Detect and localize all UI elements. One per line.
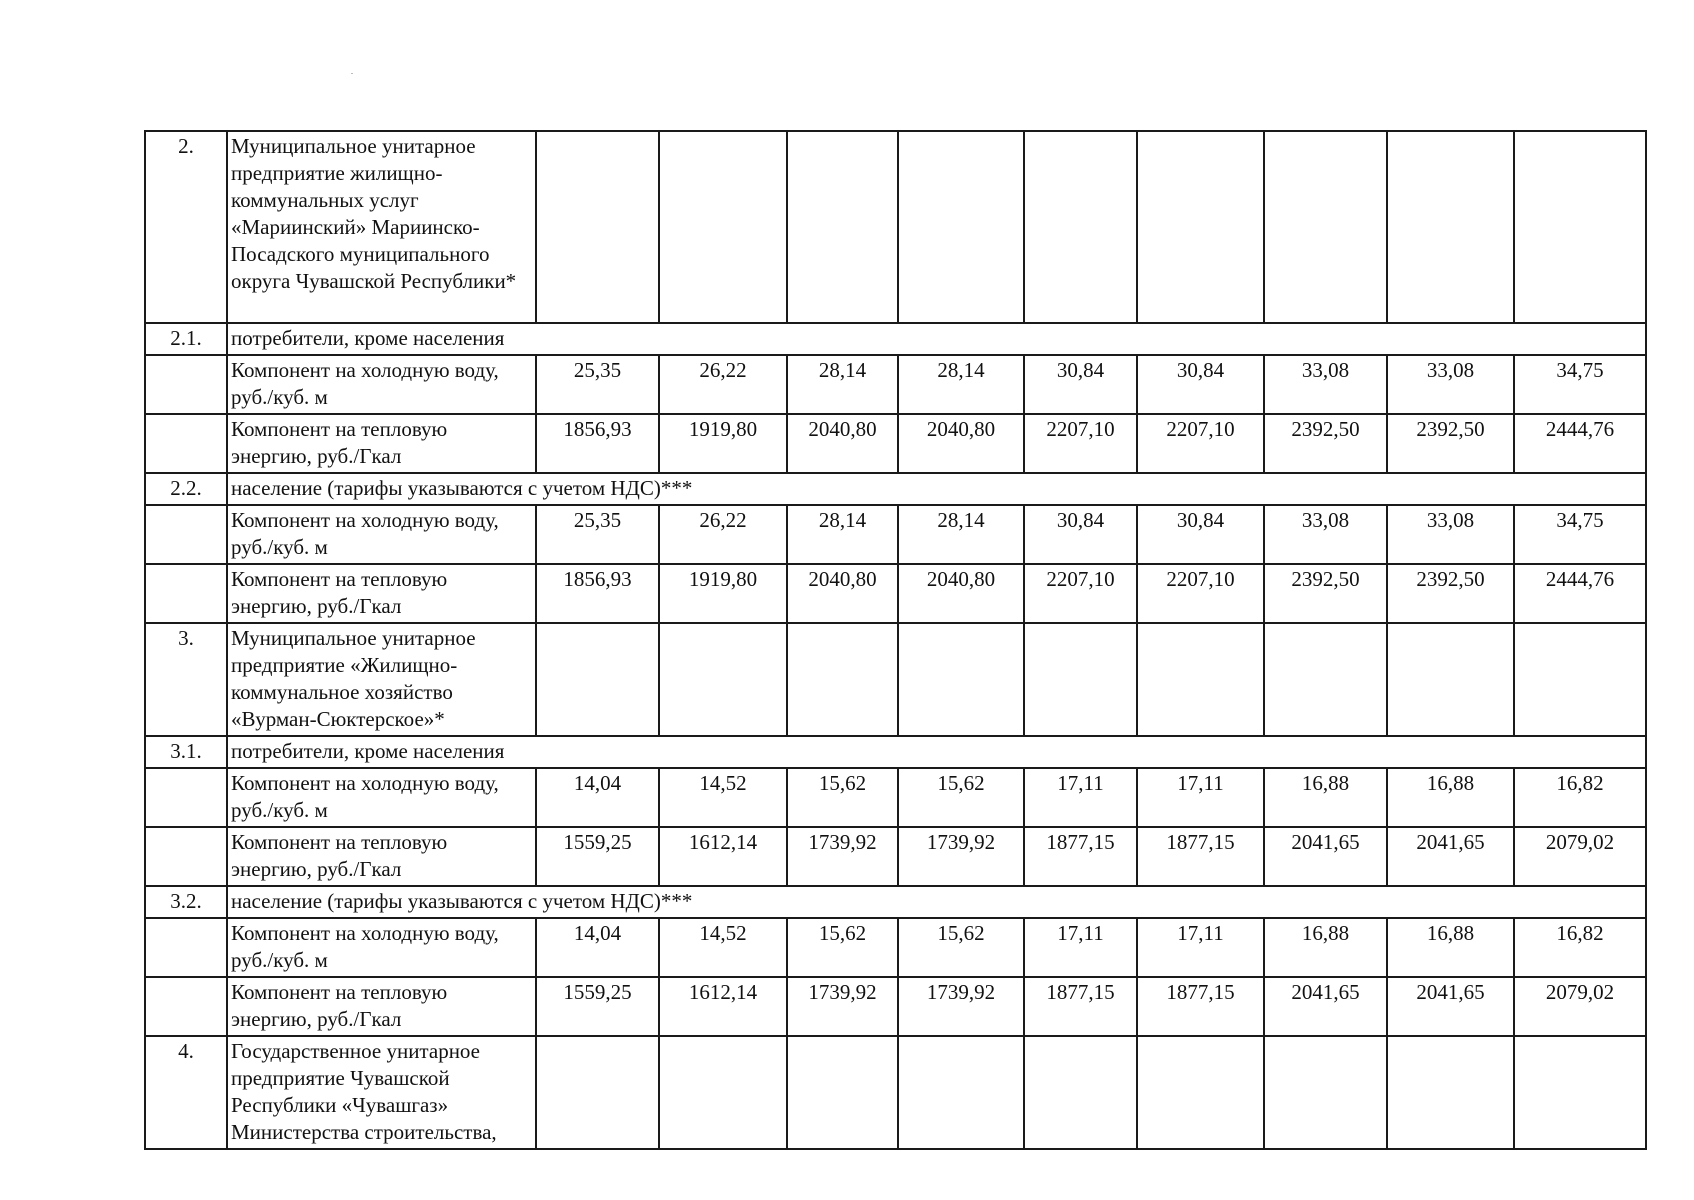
value-cell: 1612,14 bbox=[659, 827, 787, 886]
value-cell: 2040,80 bbox=[898, 564, 1024, 623]
value-cell bbox=[1024, 131, 1137, 323]
value-cell: 14,04 bbox=[536, 918, 659, 977]
value-cell bbox=[1264, 623, 1387, 736]
value-cell: 2079,02 bbox=[1514, 977, 1646, 1036]
row-number bbox=[145, 414, 227, 473]
item-label: Компонент на холодную воду, руб./куб. м bbox=[227, 505, 536, 564]
organization-name: Муниципальное унитарное предприятие жилищно-коммунальных услуг «Мариинский» Мариинско-Посадского муниципального округа Чувашской Республики* bbox=[227, 131, 536, 323]
value-cell: 26,22 bbox=[659, 355, 787, 414]
value-cell: 33,08 bbox=[1264, 355, 1387, 414]
value-cell bbox=[787, 623, 898, 736]
value-cell: 1919,80 bbox=[659, 414, 787, 473]
scan-speck bbox=[351, 73, 353, 74]
value-cell: 14,52 bbox=[659, 918, 787, 977]
row-number: 3. bbox=[145, 623, 227, 736]
table-row-item bbox=[145, 414, 1646, 473]
value-cell: 30,84 bbox=[1137, 355, 1264, 414]
value-cell: 34,75 bbox=[1514, 355, 1646, 414]
value-cell: 1856,93 bbox=[536, 414, 659, 473]
section-title: население (тарифы указываются с учетом НДС)*** bbox=[227, 473, 1646, 505]
value-cell: 1877,15 bbox=[1137, 827, 1264, 886]
value-cell bbox=[659, 1036, 787, 1149]
value-cell bbox=[1137, 1036, 1264, 1149]
item-label: Компонент на холодную воду, руб./куб. м bbox=[227, 918, 536, 977]
value-cell: 14,04 bbox=[536, 768, 659, 827]
value-cell bbox=[1514, 623, 1646, 736]
item-label: Компонент на холодную воду, руб./куб. м bbox=[227, 768, 536, 827]
value-cell: 25,35 bbox=[536, 505, 659, 564]
value-cell bbox=[1387, 131, 1514, 323]
value-cell bbox=[659, 131, 787, 323]
value-cell: 1739,92 bbox=[787, 977, 898, 1036]
value-cell: 15,62 bbox=[898, 768, 1024, 827]
value-cell: 17,11 bbox=[1137, 768, 1264, 827]
row-number bbox=[145, 505, 227, 564]
item-label: Компонент на тепловую энергию, руб./Гкал bbox=[227, 564, 536, 623]
table-row-org bbox=[145, 1036, 1646, 1149]
value-cell: 16,82 bbox=[1514, 768, 1646, 827]
row-number bbox=[145, 564, 227, 623]
table-row-org bbox=[145, 131, 1646, 323]
table-row-section bbox=[145, 886, 1646, 918]
organization-name: Муниципальное унитарное предприятие «Жилищно-коммунальное хозяйство «Вурман-Сюктерское»* bbox=[227, 623, 536, 736]
value-cell: 2079,02 bbox=[1514, 827, 1646, 886]
organization-name: Государственное унитарное предприятие Чувашской Республики «Чувашгаз» Министерства строительства, bbox=[227, 1036, 536, 1149]
value-cell bbox=[1264, 131, 1387, 323]
value-cell: 30,84 bbox=[1137, 505, 1264, 564]
value-cell: 28,14 bbox=[898, 505, 1024, 564]
value-cell bbox=[898, 131, 1024, 323]
value-cell: 15,62 bbox=[898, 918, 1024, 977]
table-row-section bbox=[145, 473, 1646, 505]
row-number bbox=[145, 918, 227, 977]
value-cell: 1877,15 bbox=[1024, 827, 1137, 886]
row-number: 3.1. bbox=[145, 736, 227, 768]
value-cell: 1739,92 bbox=[898, 977, 1024, 1036]
value-cell: 2040,80 bbox=[787, 414, 898, 473]
row-number bbox=[145, 827, 227, 886]
value-cell bbox=[536, 1036, 659, 1149]
value-cell: 2207,10 bbox=[1137, 564, 1264, 623]
value-cell: 14,52 bbox=[659, 768, 787, 827]
value-cell: 28,14 bbox=[787, 355, 898, 414]
value-cell bbox=[536, 623, 659, 736]
item-label: Компонент на тепловую энергию, руб./Гкал bbox=[227, 977, 536, 1036]
item-label: Компонент на тепловую энергию, руб./Гкал bbox=[227, 827, 536, 886]
section-title: потребители, кроме населения bbox=[227, 323, 1646, 355]
value-cell: 2392,50 bbox=[1387, 414, 1514, 473]
value-cell: 16,88 bbox=[1264, 918, 1387, 977]
value-cell: 1559,25 bbox=[536, 827, 659, 886]
value-cell: 25,35 bbox=[536, 355, 659, 414]
row-number: 3.2. bbox=[145, 886, 227, 918]
value-cell: 2444,76 bbox=[1514, 564, 1646, 623]
value-cell bbox=[1514, 131, 1646, 323]
item-label: Компонент на тепловую энергию, руб./Гкал bbox=[227, 414, 536, 473]
value-cell bbox=[659, 623, 787, 736]
value-cell: 1877,15 bbox=[1137, 977, 1264, 1036]
value-cell bbox=[787, 131, 898, 323]
value-cell bbox=[1024, 1036, 1137, 1149]
value-cell: 2041,65 bbox=[1387, 827, 1514, 886]
value-cell bbox=[1137, 131, 1264, 323]
row-number: 4. bbox=[145, 1036, 227, 1149]
row-number bbox=[145, 977, 227, 1036]
value-cell: 30,84 bbox=[1024, 355, 1137, 414]
section-title: потребители, кроме населения bbox=[227, 736, 1646, 768]
value-cell bbox=[898, 1036, 1024, 1149]
value-cell: 28,14 bbox=[787, 505, 898, 564]
value-cell: 34,75 bbox=[1514, 505, 1646, 564]
value-cell: 16,88 bbox=[1387, 918, 1514, 977]
value-cell: 1856,93 bbox=[536, 564, 659, 623]
value-cell: 2041,65 bbox=[1387, 977, 1514, 1036]
value-cell: 28,14 bbox=[898, 355, 1024, 414]
value-cell bbox=[787, 1036, 898, 1149]
value-cell: 26,22 bbox=[659, 505, 787, 564]
table-row-item bbox=[145, 355, 1646, 414]
value-cell bbox=[536, 131, 659, 323]
value-cell: 1739,92 bbox=[898, 827, 1024, 886]
value-cell: 1612,14 bbox=[659, 977, 787, 1036]
row-number: 2.2. bbox=[145, 473, 227, 505]
value-cell bbox=[898, 623, 1024, 736]
table-row-org bbox=[145, 623, 1646, 736]
value-cell: 1739,92 bbox=[787, 827, 898, 886]
row-number bbox=[145, 355, 227, 414]
value-cell bbox=[1137, 623, 1264, 736]
table-row-item bbox=[145, 768, 1646, 827]
table-row-item bbox=[145, 564, 1646, 623]
value-cell: 33,08 bbox=[1387, 505, 1514, 564]
value-cell: 15,62 bbox=[787, 768, 898, 827]
value-cell bbox=[1264, 1036, 1387, 1149]
value-cell: 30,84 bbox=[1024, 505, 1137, 564]
table-row-item bbox=[145, 827, 1646, 886]
value-cell: 2040,80 bbox=[787, 564, 898, 623]
value-cell: 2207,10 bbox=[1024, 414, 1137, 473]
value-cell: 2444,76 bbox=[1514, 414, 1646, 473]
value-cell: 2207,10 bbox=[1024, 564, 1137, 623]
value-cell: 2392,50 bbox=[1264, 564, 1387, 623]
value-cell: 2392,50 bbox=[1264, 414, 1387, 473]
tariff-table bbox=[144, 130, 1647, 1150]
value-cell: 2041,65 bbox=[1264, 977, 1387, 1036]
value-cell: 2041,65 bbox=[1264, 827, 1387, 886]
table-row-section bbox=[145, 323, 1646, 355]
value-cell: 33,08 bbox=[1264, 505, 1387, 564]
table-row-item bbox=[145, 505, 1646, 564]
value-cell: 2040,80 bbox=[898, 414, 1024, 473]
value-cell: 17,11 bbox=[1137, 918, 1264, 977]
value-cell bbox=[1387, 1036, 1514, 1149]
value-cell: 16,88 bbox=[1387, 768, 1514, 827]
row-number: 2. bbox=[145, 131, 227, 323]
table-row-item bbox=[145, 977, 1646, 1036]
table-row-section bbox=[145, 736, 1646, 768]
value-cell: 33,08 bbox=[1387, 355, 1514, 414]
value-cell: 16,88 bbox=[1264, 768, 1387, 827]
item-label: Компонент на холодную воду, руб./куб. м bbox=[227, 355, 536, 414]
value-cell: 17,11 bbox=[1024, 768, 1137, 827]
value-cell bbox=[1514, 1036, 1646, 1149]
value-cell: 1877,15 bbox=[1024, 977, 1137, 1036]
value-cell: 1919,80 bbox=[659, 564, 787, 623]
value-cell: 2207,10 bbox=[1137, 414, 1264, 473]
table-row-item bbox=[145, 918, 1646, 977]
value-cell: 17,11 bbox=[1024, 918, 1137, 977]
value-cell: 16,82 bbox=[1514, 918, 1646, 977]
value-cell: 2392,50 bbox=[1387, 564, 1514, 623]
row-number bbox=[145, 768, 227, 827]
row-number: 2.1. bbox=[145, 323, 227, 355]
section-title: население (тарифы указываются с учетом НДС)*** bbox=[227, 886, 1646, 918]
value-cell bbox=[1024, 623, 1137, 736]
value-cell bbox=[1387, 623, 1514, 736]
value-cell: 15,62 bbox=[787, 918, 898, 977]
value-cell: 1559,25 bbox=[536, 977, 659, 1036]
